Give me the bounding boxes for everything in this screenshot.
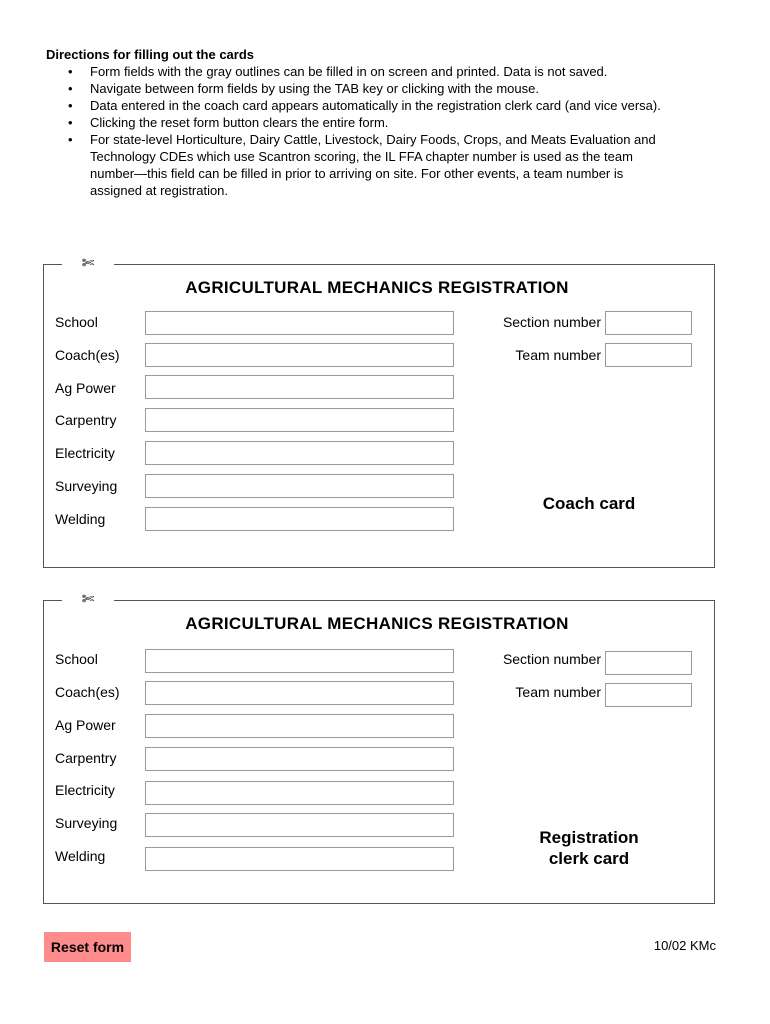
electricity-label: Electricity (55, 445, 115, 461)
section-number-label: Section number (502, 651, 601, 667)
footer-code: 10/02 KMc (653, 938, 716, 953)
card-type-label: Coach card (542, 494, 636, 513)
scissors-icon: ✄ (62, 254, 114, 274)
reset-form-button[interactable]: Reset form (44, 932, 131, 962)
school-input[interactable] (145, 311, 454, 335)
scissors-icon: ✄ (62, 590, 114, 610)
electricity-label: Electricity (55, 782, 115, 798)
directions-list (46, 63, 676, 199)
school-input[interactable] (145, 649, 454, 673)
section-number-input[interactable] (605, 651, 692, 675)
card-type-label: Registration clerk card (539, 828, 639, 868)
directions-item: • Navigate between form fields by using the TAB key or clicking with the mouse. (46, 80, 676, 97)
team-number-label: Team number (515, 684, 601, 700)
ag-power-label: Ag Power (55, 380, 116, 396)
coaches-label: Coach(es) (55, 347, 120, 363)
team-number-input[interactable] (605, 683, 692, 707)
card-title: AGRICULTURAL MECHANICS REGISTRATION (185, 278, 569, 297)
registration-clerk-card (43, 591, 715, 904)
directions-item: • Form fields with the gray outlines can be filled in on screen and printed. Data is not saved. (46, 63, 676, 80)
directions (46, 46, 676, 199)
carpentry-label: Carpentry (55, 750, 117, 766)
team-number-input[interactable] (605, 343, 692, 367)
directions-item: • Data entered in the coach card appears automatically in the registration clerk card (and vice versa). (46, 97, 676, 114)
school-label: School (55, 314, 98, 330)
electricity-input[interactable] (145, 441, 454, 465)
ag-power-input[interactable] (145, 375, 454, 399)
coach-card (43, 255, 715, 568)
carpentry-input[interactable] (145, 408, 454, 432)
welding-label: Welding (55, 848, 106, 864)
directions-item: • Clicking the reset form button clears the entire form. (46, 114, 676, 131)
electricity-input[interactable] (145, 781, 454, 805)
ag-power-input[interactable] (145, 714, 454, 738)
section-number-input[interactable] (605, 311, 692, 335)
surveying-label: Surveying (55, 478, 118, 494)
carpentry-input[interactable] (145, 747, 454, 771)
surveying-label: Surveying (55, 815, 118, 831)
surveying-input[interactable] (145, 474, 454, 498)
school-label: School (55, 651, 98, 667)
welding-label: Welding (55, 511, 106, 527)
directions-item: • For state-level Horticulture, Dairy Cattle, Livestock, Dairy Foods, Crops, and Meats Evaluation and Technology CDEs which use Scantron scoring, the IL FFA chapter number is used as the team number—this field can be filled in prior to arriving on site. For other events, a team number is assigned at registration. (46, 131, 676, 199)
welding-input[interactable] (145, 507, 454, 531)
coaches-input[interactable] (145, 681, 454, 705)
surveying-input[interactable] (145, 813, 454, 837)
welding-input[interactable] (145, 847, 454, 871)
card-title: AGRICULTURAL MECHANICS REGISTRATION (185, 614, 569, 633)
ag-power-label: Ag Power (55, 717, 116, 733)
team-number-label: Team number (515, 347, 601, 363)
section-number-label: Section number (502, 314, 601, 330)
coaches-input[interactable] (145, 343, 454, 367)
carpentry-label: Carpentry (55, 412, 117, 428)
directions-title: Directions for filling out the cards (46, 47, 255, 62)
coaches-label: Coach(es) (55, 684, 120, 700)
